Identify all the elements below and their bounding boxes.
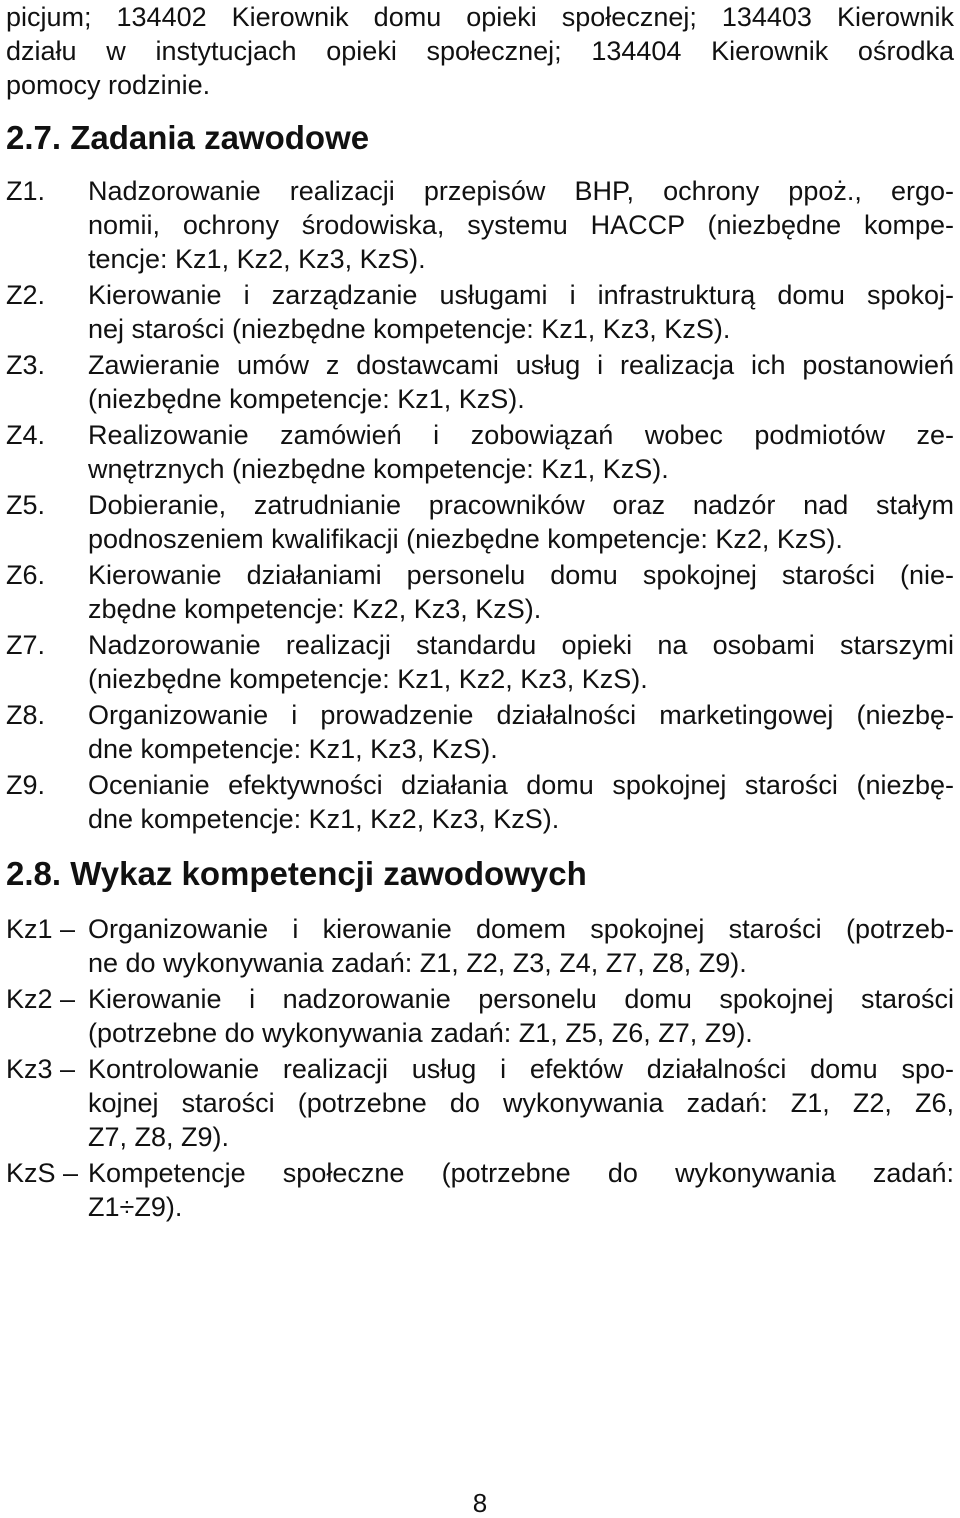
task-line: wnętrznych (niezbędne kompetencje: Kz1, KzS).	[88, 454, 669, 484]
competency-item	[6, 1052, 954, 1154]
task-line: Nadzorowanie realizacji standardu opieki na osobami starszymi	[88, 630, 954, 660]
competency-line: Z7, Z8, Z9).	[88, 1122, 230, 1152]
competency-text	[88, 1052, 954, 1154]
section-heading-tasks: 2.7. Zadania zawodowe	[6, 119, 370, 156]
task-code: Z3.	[6, 350, 46, 380]
competency-line: Organizowanie i kierowanie domem spokojnej starości (potrzeb-	[88, 914, 954, 944]
competency-item	[6, 912, 954, 980]
task-text	[88, 698, 954, 766]
task-line: Organizowanie i prowadzenie działalności marketingowej (niezbę-	[88, 700, 954, 730]
task-line: Kierowanie i zarządzanie usługami i infrastrukturą domu spokoj-	[88, 280, 954, 310]
task-line: nomii, ochrony środowiska, systemu HACCP (niezbędne kompe-	[88, 210, 954, 240]
task-text	[88, 174, 954, 276]
task-item	[6, 278, 954, 346]
competency-code: Kz2 –	[6, 984, 76, 1014]
intro-paragraph	[6, 0, 954, 102]
task-item	[6, 348, 954, 416]
competency-line: (potrzebne do wykonywania zadań: Z1, Z5, Z6, Z7, Z9).	[88, 1018, 753, 1048]
task-line: Ocenianie efektywności działania domu spokojnej starości (niezbę-	[88, 770, 954, 800]
competency-code: Kz1 –	[6, 914, 76, 944]
competency-text	[88, 1156, 954, 1224]
task-line: (niezbędne kompetencje: Kz1, Kz2, Kz3, KzS).	[88, 664, 648, 694]
task-item	[6, 558, 954, 626]
task-line: dne kompetencje: Kz1, Kz3, KzS).	[88, 734, 498, 764]
task-code: Z1.	[6, 176, 46, 206]
task-item	[6, 174, 954, 276]
task-code: Z8.	[6, 700, 46, 730]
task-line: Realizowanie zamówień i zobowiązań wobec podmiotów ze-	[88, 420, 954, 450]
competency-text	[88, 912, 954, 980]
task-code: Z9.	[6, 770, 46, 800]
task-text	[88, 278, 954, 346]
section-heading-competencies: 2.8. Wykaz kompetencji zawodowych	[6, 855, 587, 892]
task-text	[88, 628, 954, 696]
competency-line: kojnej starości (potrzebne do wykonywania zadań: Z1, Z2, Z6,	[88, 1088, 954, 1118]
competencies-list	[6, 912, 954, 1226]
intro-line: pomocy rodzinie.	[6, 70, 211, 100]
competency-line: ne do wykonywania zadań: Z1, Z2, Z3, Z4, Z7, Z8, Z9).	[88, 948, 747, 978]
task-code: Z6.	[6, 560, 46, 590]
task-line: Dobieranie, zatrudnianie pracowników oraz nadzór nad stałym	[88, 490, 954, 520]
task-text	[88, 348, 954, 416]
tasks-list	[6, 174, 954, 838]
page-number: 8	[472, 1488, 488, 1518]
competency-code: KzS –	[6, 1158, 79, 1188]
competency-text	[88, 982, 954, 1050]
task-text	[88, 418, 954, 486]
task-line: dne kompetencje: Kz1, Kz2, Kz3, KzS).	[88, 804, 560, 834]
task-line: nej starości (niezbędne kompetencje: Kz1, Kz3, KzS).	[88, 314, 731, 344]
task-text	[88, 558, 954, 626]
task-line: Kierowanie działaniami personelu domu spokojnej starości (nie-	[88, 560, 954, 590]
competency-code: Kz3 –	[6, 1054, 76, 1084]
task-item	[6, 628, 954, 696]
task-line: (niezbędne kompetencje: Kz1, KzS).	[88, 384, 525, 414]
competency-line: Kierowanie i nadzorowanie personelu domu spokojnej starości	[88, 984, 954, 1014]
task-code: Z2.	[6, 280, 46, 310]
competency-item	[6, 982, 954, 1050]
intro-line: działu w instytucjach opieki społecznej; 134404 Kierownik ośrodka	[6, 36, 954, 66]
task-line: podnoszeniem kwalifikacji (niezbędne kompetencje: Kz2, KzS).	[88, 524, 843, 554]
task-item	[6, 698, 954, 766]
task-code: Z7.	[6, 630, 46, 660]
task-line: Zawieranie umów z dostawcami usług i realizacja ich postanowień	[88, 350, 954, 380]
competency-line: Kontrolowanie realizacji usług i efektów działalności domu spo-	[88, 1054, 954, 1084]
task-line: zbędne kompetencje: Kz2, Kz3, KzS).	[88, 594, 542, 624]
competency-line: Z1÷Z9).	[88, 1192, 183, 1222]
task-text	[88, 768, 954, 836]
task-code: Z5.	[6, 490, 46, 520]
task-item	[6, 768, 954, 836]
task-line: tencje: Kz1, Kz2, Kz3, KzS).	[88, 244, 426, 274]
task-item	[6, 488, 954, 556]
intro-line: picjum; 134402 Kierownik domu opieki społecznej; 134403 Kierownik	[6, 2, 954, 32]
task-code: Z4.	[6, 420, 46, 450]
task-line: Nadzorowanie realizacji przepisów BHP, ochrony ppoż., ergo-	[88, 176, 954, 206]
document-page	[6, 0, 954, 1515]
competency-line: Kompetencje społeczne (potrzebne do wykonywania zadań:	[88, 1158, 954, 1188]
task-item	[6, 418, 954, 486]
task-text	[88, 488, 954, 556]
competency-item	[6, 1156, 954, 1224]
